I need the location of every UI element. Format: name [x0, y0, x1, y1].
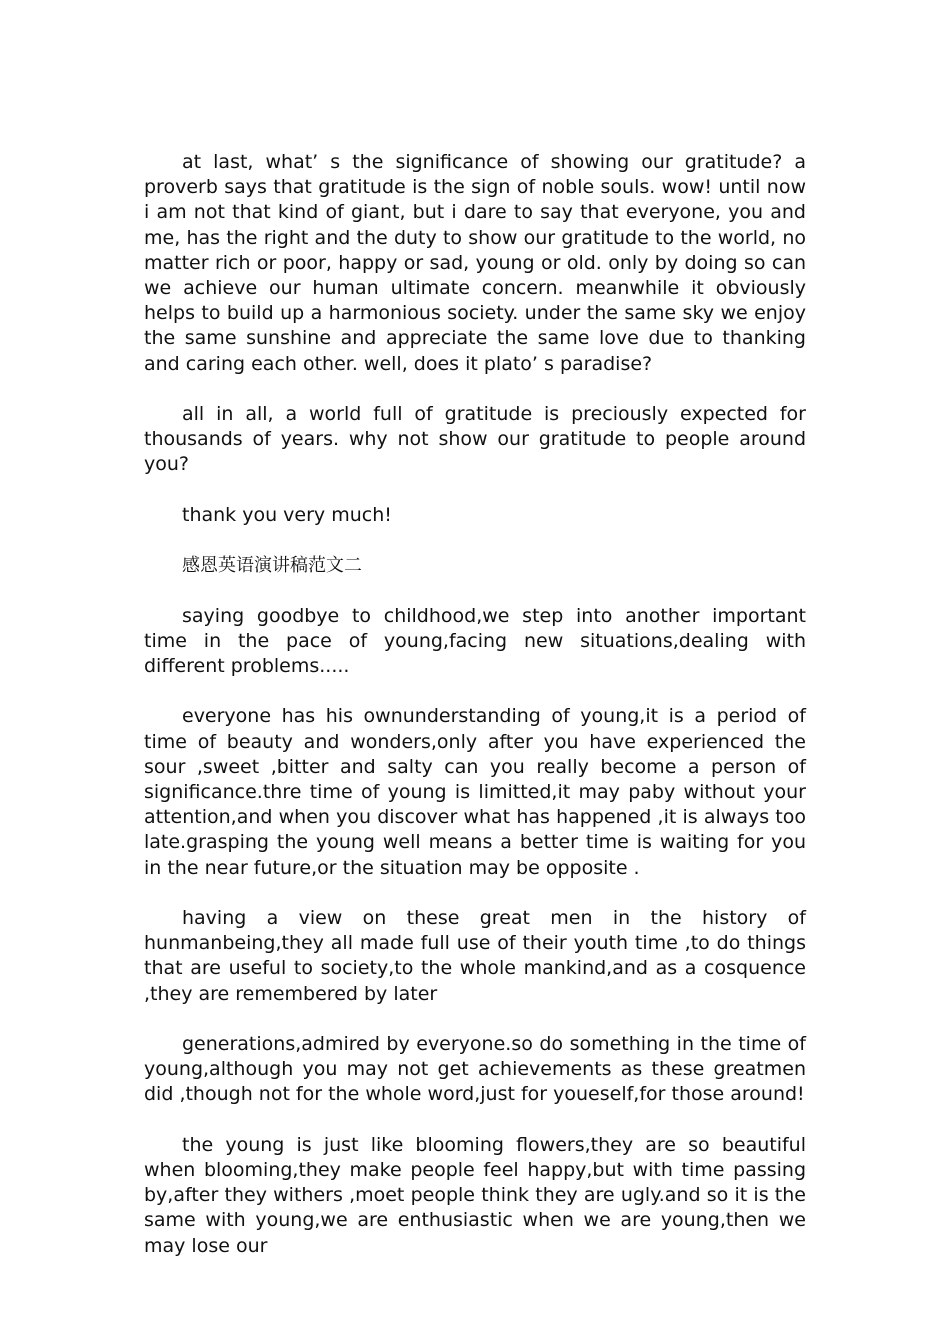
paragraph-generations: generations,admired by everyone.so do something in the time of young,although you may not get achievements as these greatmen did ,though not for the whole word,just for youeself,for those around!: [144, 1033, 806, 1106]
paragraph-blooming-flowers: the young is just like blooming flowers,they are so beautiful when blooming,they make people feel happy,but with time passing by,after they withers ,moet people think they are ugly.and so it is the same with young,we are enthusiastic when we are young,then we may lose our: [144, 1133, 806, 1257]
paragraph-all-in-all: all in all, a world full of gratitude is preciously expected for thousands of years. why not show our gratitude to people around you?: [144, 403, 806, 476]
paragraph-great-men: having a view on these great men in the history of hunmanbeing,they all made full use of their youth time ,to do things that are useful to society,to the whole mankind,and as a cosquence ,they are remembered by later: [144, 907, 806, 1005]
paragraph-understanding-of-young: everyone has his ownunderstanding of young,it is a period of time of beauty and wonders,only after you have experienced the sour ,sweet ,bitter and salty can you really become a person of significance.thre time of young is limitted,it may paby without your attention,and when you discover what has happened ,it is always too late.grasping the young well means a better time is waiting for you in the near future,or the situation may be opposite .: [144, 705, 806, 879]
paragraph-thank-you: thank you very much!: [182, 503, 392, 526]
paragraph-significance-of-gratitude: at last, what’ s the significance of showing our gratitude? a proverb says that gratitude is the sign of noble souls. wow! until now i am not that kind of giant, but i dare to say that everyone, you and me, has the right and the duty to show our gratitude to the world, no matter rich or poor, happy or sad, young or old. only by doing so can we achieve our human ultimate concern. meanwhile it obviously helps to build up a harmonious society. under the same sky we enjoy the same sunshine and appreciate the same love due to thanking and caring each other. well, does it plato’ s paradise?: [144, 151, 806, 375]
paragraph-goodbye-childhood: saying goodbye to childhood,we step into another important time in the pace of young,facing new situations,dealing with different problems.....: [144, 604, 806, 677]
document-body: [144, 150, 806, 1259]
section-heading: 感恩英语演讲稿范文二: [182, 555, 362, 577]
